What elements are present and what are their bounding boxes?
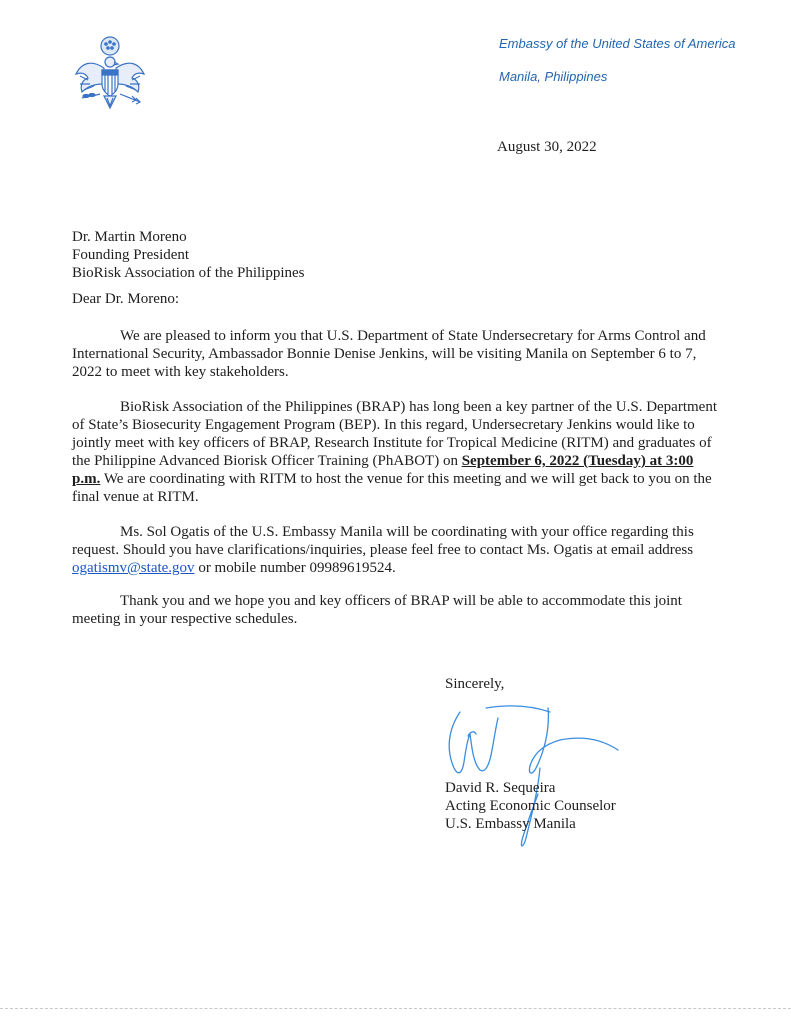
recipient-name: Dr. Martin Moreno bbox=[72, 229, 187, 245]
body-paragraph-1 bbox=[72, 327, 720, 381]
paragraph-2-text-end: We are coordinating with RITM to host the venue for this meeting and we will get back to you on the final venue at RITM. bbox=[72, 471, 712, 505]
contact-email-link[interactable]: ogatismv@state.gov bbox=[72, 560, 195, 576]
great-seal-emblem bbox=[68, 34, 152, 118]
closing: Sincerely, bbox=[445, 676, 505, 692]
page-scan-edge bbox=[0, 1008, 791, 1009]
body-paragraph-3 bbox=[72, 523, 720, 577]
paragraph-2-text-start: BioRisk Association of the Philippines (BRAP) has long been a key partner of the U.S. Department of State’s Biosecurity Engagement Program (BEP). In this regard, Undersecretary Jenkins would like to jointly meet with key officers of BRAP, Research Institute for Tropical Medicine (RITM) and graduates of the Philippine Advanced Biorisk Officer Training (PhABOT) on bbox=[72, 399, 717, 469]
meeting-date-emphasis: September 6, 2022 (Tuesday) at 3:00 p.m. bbox=[72, 453, 694, 487]
paragraph-3-text-start: Ms. Sol Ogatis of the U.S. Embassy Manila will be coordinating with your office regarding this request. Should you have clarifications/inquiries, please feel free to contact Ms. Ogatis at email address bbox=[72, 524, 694, 558]
paragraph-4-text: Thank you and we hope you and key officers of BRAP will be able to accommodate this joint meeting in your respective schedules. bbox=[72, 593, 682, 627]
paragraph-3-text-end: or mobile number 09989619524. bbox=[194, 560, 396, 576]
recipient-organization: BioRisk Association of the Philippines bbox=[72, 265, 305, 281]
signer-name: David R. Sequeira bbox=[445, 780, 556, 796]
salutation: Dear Dr. Moreno: bbox=[72, 291, 180, 307]
body-paragraph-4 bbox=[72, 592, 720, 628]
signer-title: Acting Economic Counselor bbox=[445, 798, 616, 814]
letter-date: August 30, 2022 bbox=[497, 139, 597, 155]
paragraph-1-text: We are pleased to inform you that U.S. Department of State Undersecretary for Arms Control and International Security, Ambassador Bonnie Denise Jenkins, will be visiting Manila on September 6 to 7, 2022 to meet with key stakeholders. bbox=[72, 328, 706, 380]
signer-office: U.S. Embassy Manila bbox=[445, 816, 576, 832]
embassy-name: Embassy of the United States of America bbox=[499, 36, 736, 51]
embassy-city: Manila, Philippines bbox=[499, 69, 608, 84]
signer-block bbox=[445, 779, 616, 833]
body-paragraph-2 bbox=[72, 398, 720, 506]
recipient-address-block bbox=[72, 228, 305, 282]
recipient-title: Founding President bbox=[72, 247, 190, 263]
